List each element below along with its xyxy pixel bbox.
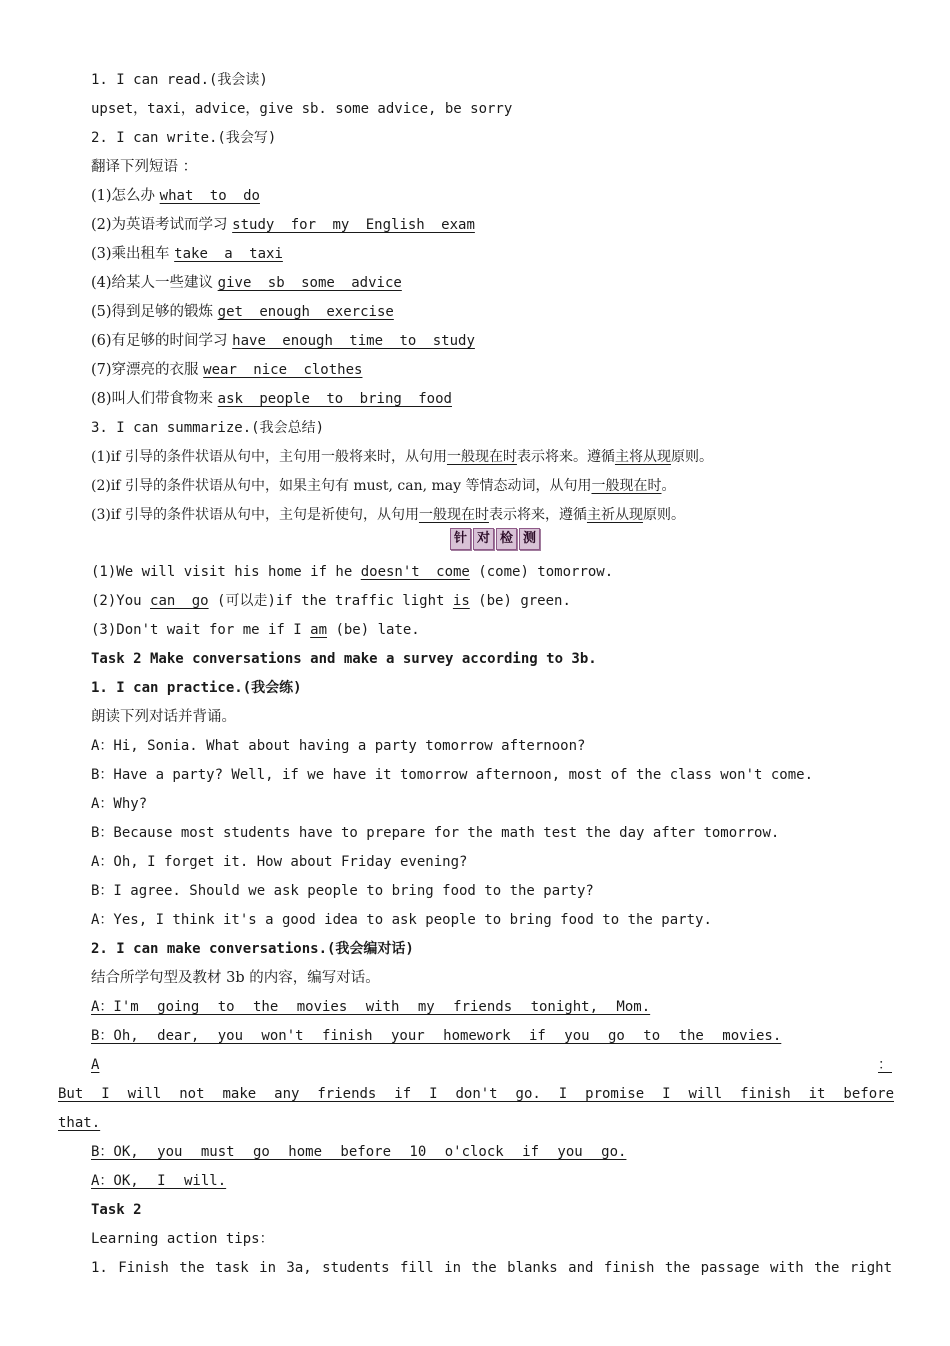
answer: study for my English exam: [232, 217, 475, 233]
answer-line: B：OK, you must go home before 10 o'clock if you go.: [91, 1144, 627, 1160]
answer-line: A：I'm going to the movies with my friends tonight, Mom.: [91, 999, 651, 1015]
section-make-conversations: 2. I can make conversations.(我会编对话): [91, 941, 414, 957]
dialogue-line: A：Why?: [91, 796, 148, 812]
translate-instruction: 翻译下列短语 ：: [91, 159, 198, 175]
phrase-1: (1)怎么办 what to do: [91, 188, 260, 204]
summary-2: (2)if 引导的条件状语从句中，如果主句有 must, can, may 等情态动词，从句用一般现在时。: [91, 478, 676, 494]
phrase-6: (6)有足够的时间学习 have enough time to study: [91, 333, 475, 349]
answer: have enough time to study: [232, 333, 475, 349]
section-write: 2. I can write.(我会写): [91, 130, 277, 146]
check-2: (2)You can go (可以走)if the traffic light is (be) green.: [91, 593, 571, 609]
answer-line: A ：: [91, 1057, 892, 1073]
badge-char: 对: [473, 528, 494, 550]
read-words: upset，taxi，advice，give sb. some advice, be sorry: [91, 101, 513, 117]
dialogue-line: A：Yes, I think it's a good idea to ask people to bring food to the party.: [91, 912, 712, 928]
phrase-2: (2)为英语考试而学习 study for my English exam: [91, 217, 475, 233]
check-1: (1)We will visit his home if he doesn't come (come) tomorrow.: [91, 564, 614, 580]
answer: ask people to bring food: [217, 391, 452, 407]
answer: give sb some advice: [217, 275, 402, 291]
learning-tips-label: Learning action tips：: [91, 1231, 274, 1247]
dialogue-line: A：Hi, Sonia. What about having a party tomorrow afternoon?: [91, 738, 586, 754]
check-3: (3)Don't wait for me if I am (be) late.: [91, 622, 420, 638]
task2-heading: Task 2 Make conversations and make a survey according to 3b.: [91, 651, 597, 667]
phrase-3: (3)乘出租车 take a taxi: [91, 246, 283, 262]
phrase-8: (8)叫人们带食物来 ask people to bring food: [91, 391, 452, 407]
tip-1: 1. Finish the task in 3a, students fill in the blanks and finish the passage with the right: [91, 1260, 892, 1276]
answer-line: that.: [58, 1115, 101, 1131]
task2-subheading: Task 2: [91, 1202, 142, 1218]
dialogue-line: B：I agree. Should we ask people to bring food to the party?: [91, 883, 594, 899]
check-badge: [450, 528, 540, 552]
make-conversations-instruction: 结合所学句型及教材 3b 的内容，编写对话。: [91, 970, 380, 986]
section-read: 1. I can read.(我会读): [91, 72, 268, 88]
practice-instruction: 朗读下列对话并背诵。: [91, 709, 236, 725]
badge-char: 检: [496, 528, 517, 550]
dialogue-line: B：Because most students have to prepare for the math test the day after tomorrow.: [91, 825, 780, 841]
answer-line: But I will not make any friends if I don't go. I promise I will finish it before: [58, 1086, 894, 1102]
answer: what to do: [159, 188, 260, 204]
answer: get enough exercise: [217, 304, 394, 320]
dialogue-line: A：Oh, I forget it. How about Friday evening?: [91, 854, 468, 870]
badge-char: 针: [450, 528, 471, 550]
phrase-4: (4)给某人一些建议 give sb some advice: [91, 275, 402, 291]
answer: take a taxi: [174, 246, 283, 262]
answer: wear nice clothes: [203, 362, 363, 378]
dialogue-line: B：Have a party? Well, if we have it tomorrow afternoon, most of the class won't come.: [91, 767, 814, 783]
answer-line: A：OK, I will.: [91, 1173, 227, 1189]
section-practice: 1. I can practice.(我会练): [91, 680, 302, 696]
answer-line: B：Oh, dear, you won't finish your homework if you go to the movies.: [91, 1028, 782, 1044]
summary-3: (3)if 引导的条件状语从句中，主句是祈使句，从句用一般现在时表示将来，遵循主祈从现原则。: [91, 507, 685, 523]
phrase-5: (5)得到足够的锻炼 get enough exercise: [91, 304, 394, 320]
phrase-7: (7)穿漂亮的衣服 wear nice clothes: [91, 362, 363, 378]
section-summarize: 3. I can summarize.(我会总结): [91, 420, 325, 436]
badge-char: 测: [519, 528, 540, 550]
summary-1: (1)if 引导的条件状语从句中，主句用一般将来时，从句用一般现在时表示将来。遵循主将从现原则。: [91, 449, 713, 465]
